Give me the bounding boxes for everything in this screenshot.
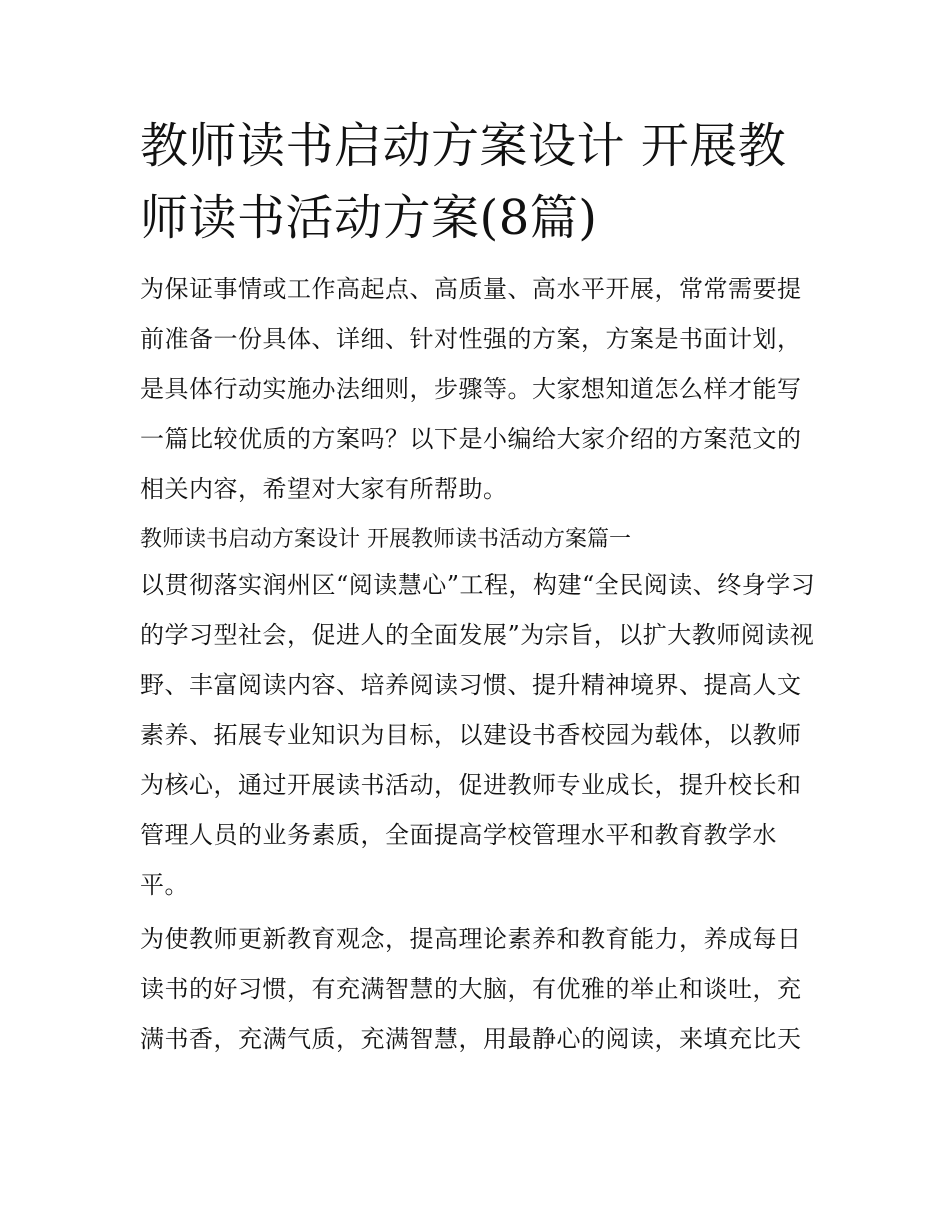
- body-paragraph-2: 为使教师更新教育观念，提高理论素养和教育能力，养成每日读书的好习惯，有充满智慧的大脑，有优雅的举止和谈吐，充满书香，充满气质，充满智慧，用最静心的阅读，来填充比天: [140, 925, 802, 1053]
- body-paragraph-1: 以贯彻落实润州区“阅读慧心”工程，构建“全民阅读、终身学习的学习型社会，促进人的全面发展”为宗旨，以扩大教师阅读视野、丰富阅读内容、培养阅读习惯、提升精神境界、提高人文素养、拓展专业知识为目标，以建设书香校园为载体，以教师为核心，通过开展读书活动，促进教师专业成长，提升校长和管理人员的业务素质，全面提高学校管理水平和教育教学水平。: [140, 571, 816, 899]
- intro-paragraph: 为保证事情或工作高起点、高质量、高水平开展，常常需要提前准备一份具体、详细、针对性强的方案，方案是书面计划，是具体行动实施办法细则，步骤等。大家想知道怎么样才能写一篇比较优质的方案吗？以下是小编给大家介绍的方案范文的相关内容，希望对大家有所帮助。: [140, 275, 802, 503]
- document-title: 教师读书启动方案设计 开展教师读书活动方案(8篇): [140, 118, 787, 246]
- document-page: [140, 110, 820, 1064]
- section-heading: 教师读书启动方案设计 开展教师读书活动方案篇一: [140, 527, 631, 552]
